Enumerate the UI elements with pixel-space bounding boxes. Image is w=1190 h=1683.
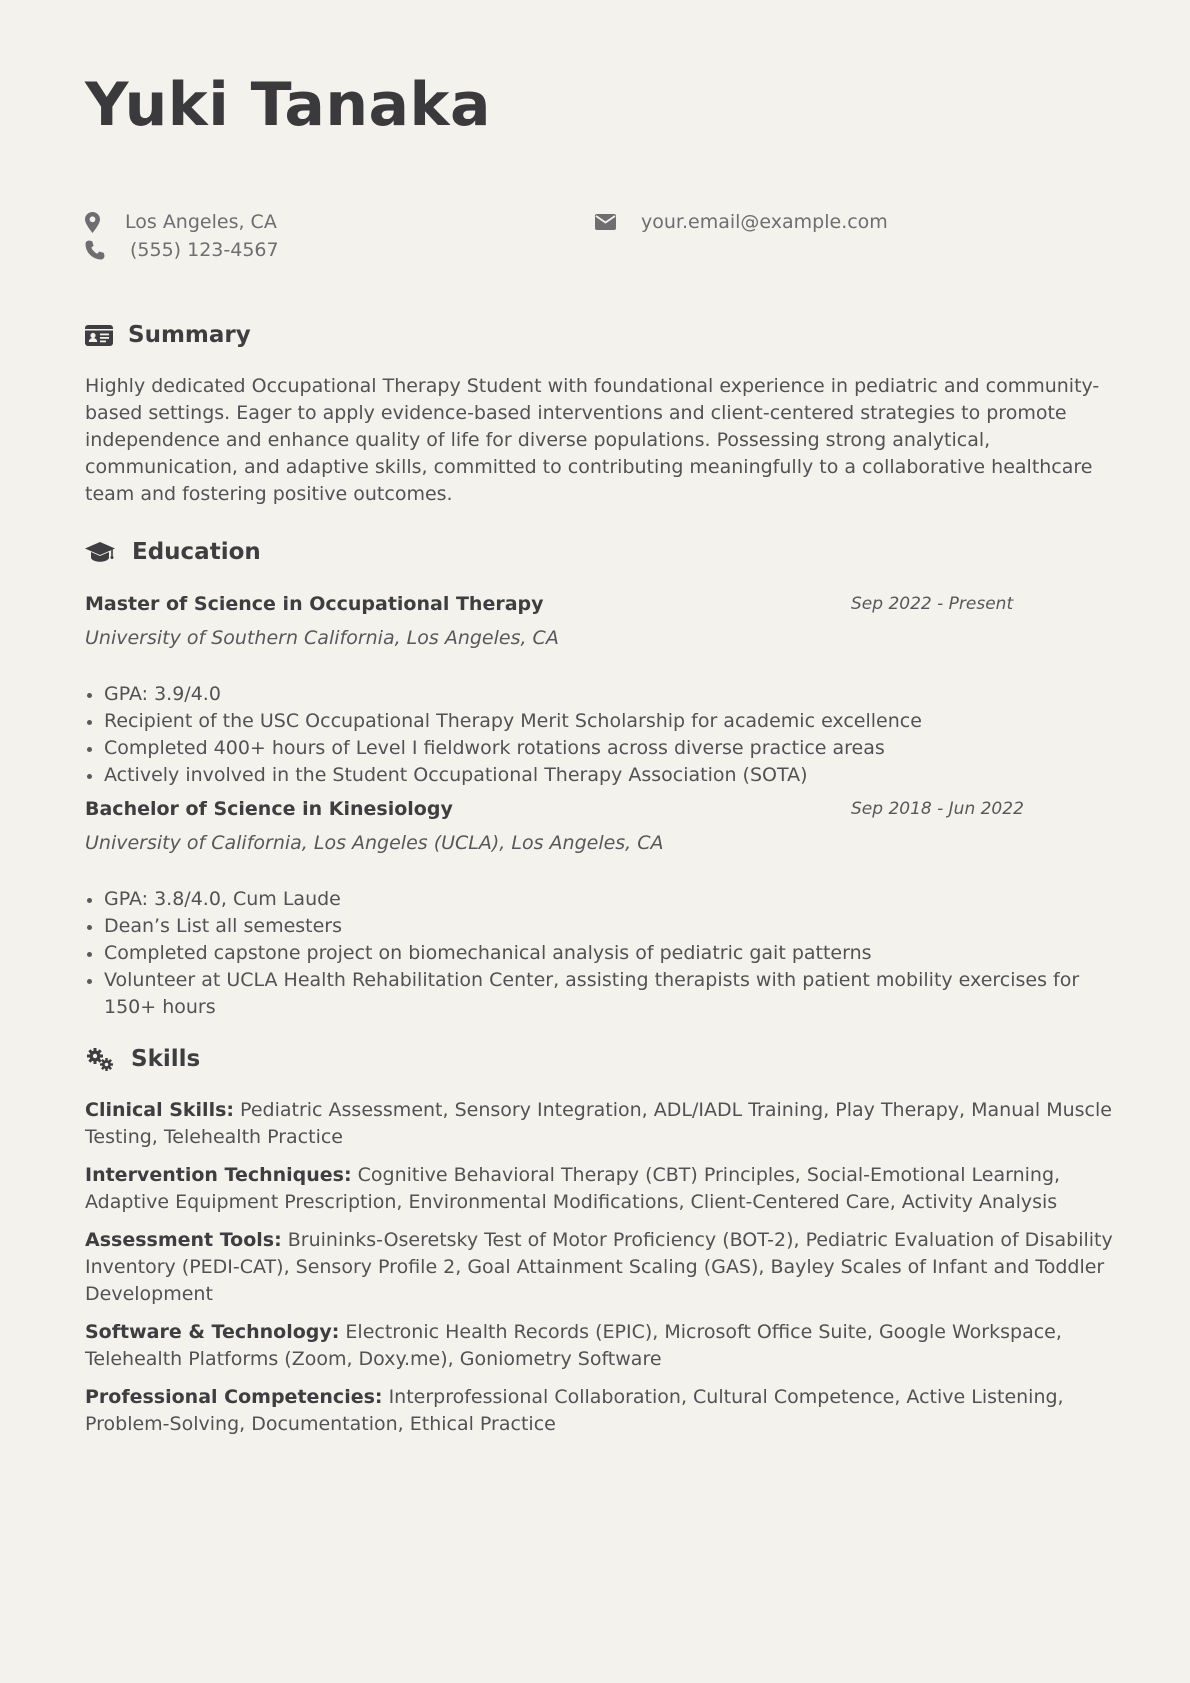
skills-title: Skills	[131, 1046, 201, 1072]
skill-category	[85, 1227, 1115, 1308]
phone-icon	[85, 240, 130, 260]
contact-email	[595, 211, 888, 233]
education-title: Education	[132, 539, 261, 565]
id-card-icon	[85, 325, 113, 346]
school-name: University of California, Los Angeles (UCLA), Los Angeles, CA	[85, 832, 664, 854]
education-dates: Sep 2018 - Jun 2022	[851, 799, 1024, 819]
education-dates: Sep 2022 - Present	[851, 594, 1014, 614]
degree-title: Master of Science in Occupational Therapy	[85, 593, 544, 615]
section-summary-heading	[85, 322, 251, 348]
gears-icon	[85, 1047, 115, 1072]
contact-location	[85, 211, 277, 233]
envelope-icon	[595, 214, 641, 230]
list-item: GPA: 3.9/4.0	[85, 681, 1115, 708]
skill-label: Assessment Tools:	[85, 1229, 282, 1251]
map-marker-icon	[85, 212, 125, 233]
skill-text: Electronic Health Records (EPIC), Microsoft Office Suite, Google Workspace, Telehealth Platforms (Zoom, Doxy.me), Goniometry Software	[85, 1321, 1062, 1370]
list-item: Completed capstone project on biomechanical analysis of pediatric gait patterns	[85, 940, 1115, 967]
education-bullets	[85, 886, 1115, 1021]
list-item: Volunteer at UCLA Health Rehabilitation Center, assisting therapists with patient mobility exercises for 150+ hours	[85, 967, 1115, 1021]
email-link[interactable]: your.email@example.com	[641, 211, 888, 233]
list-item: Actively involved in the Student Occupational Therapy Association (SOTA)	[85, 762, 1115, 789]
skill-category	[85, 1162, 1115, 1216]
skill-label: Professional Competencies:	[85, 1386, 383, 1408]
list-item: GPA: 3.8/4.0, Cum Laude	[85, 886, 1115, 913]
skill-label: Clinical Skills:	[85, 1099, 234, 1121]
location-text: Los Angeles, CA	[125, 211, 277, 233]
list-item: Recipient of the USC Occupational Therapy Merit Scholarship for academic excellence	[85, 708, 1115, 735]
phone-text[interactable]: (555) 123-4567	[130, 239, 279, 261]
list-item: Completed 400+ hours of Level I fieldwork rotations across diverse practice areas	[85, 735, 1115, 762]
skill-text: Bruininks-Oseretsky Test of Motor Proficiency (BOT-2), Pediatric Evaluation of Disability Inventory (PEDI-CAT), Sensory Profile 2, Goal Attainment Scaling (GAS), Bayley Scales of Infant and Toddler Development	[85, 1229, 1113, 1305]
graduation-cap-icon	[85, 541, 115, 564]
section-skills-heading	[85, 1046, 200, 1072]
school-name: University of Southern California, Los Angeles, CA	[85, 627, 559, 649]
section-education-heading	[85, 539, 261, 565]
skill-category	[85, 1384, 1115, 1438]
skill-label: Intervention Techniques:	[85, 1164, 352, 1186]
education-bullets	[85, 681, 1115, 789]
skill-category	[85, 1097, 1115, 1151]
skill-category	[85, 1319, 1115, 1373]
skill-text: Cognitive Behavioral Therapy (CBT) Principles, Social-Emotional Learning, Adaptive Equipment Prescription, Environmental Modifications, Client-Centered Care, Activity Analysis	[85, 1164, 1061, 1213]
list-item: Dean’s List all semesters	[85, 913, 1115, 940]
skill-text: Interprofessional Collaboration, Cultural Competence, Active Listening, Problem-Solving, Documentation, Ethical Practice	[85, 1386, 1064, 1435]
summary-text: Highly dedicated Occupational Therapy Student with foundational experience in pediatric and community-based settings. Eager to apply evidence-based interventions and client-centered strategies to promote independence and enhance quality of life for diverse populations. Possessing strong analytical, communication, and adaptive skills, committed to contributing meaningfully to a collaborative healthcare team and fostering positive outcomes.	[85, 375, 1100, 505]
summary-title: Summary	[128, 322, 251, 348]
skill-label: Software & Technology:	[85, 1321, 340, 1343]
candidate-name: Yuki Tanaka	[85, 70, 491, 140]
contact-phone	[85, 239, 279, 261]
degree-title: Bachelor of Science in Kinesiology	[85, 798, 453, 820]
skill-text: Pediatric Assessment, Sensory Integration, ADL/IADL Training, Play Therapy, Manual Muscle Testing, Telehealth Practice	[85, 1099, 1112, 1148]
